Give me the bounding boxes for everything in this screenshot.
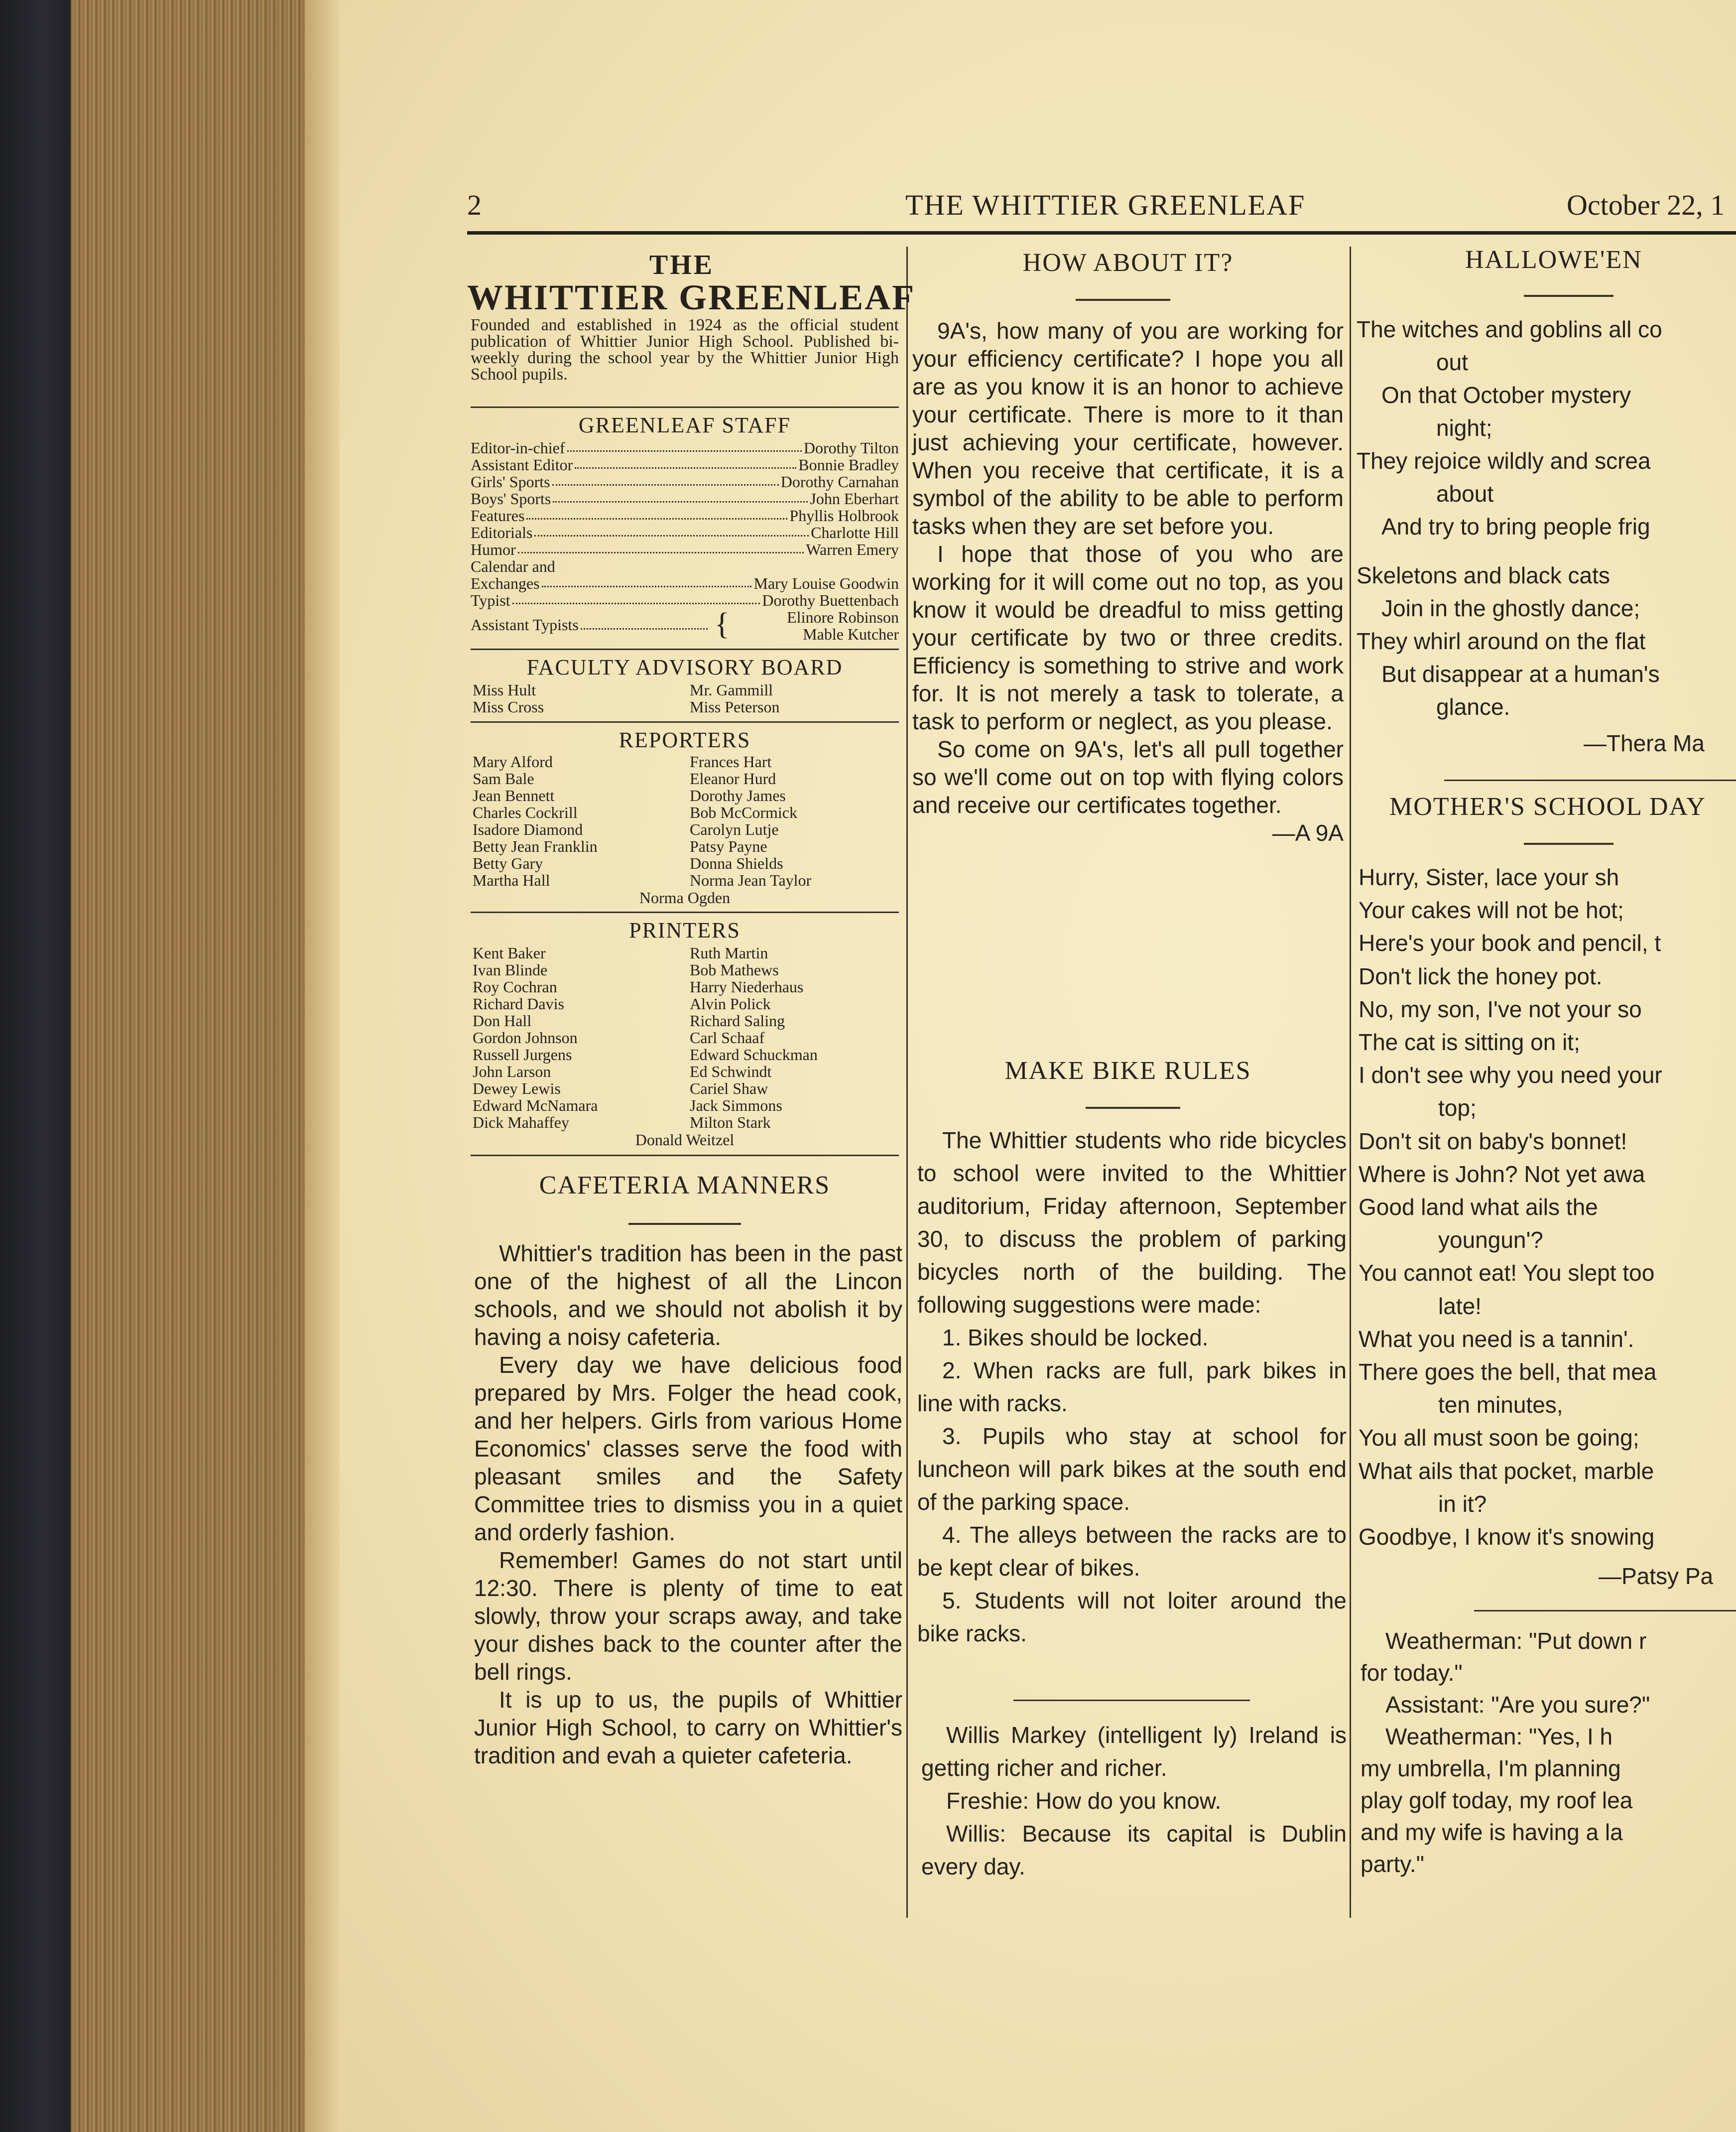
reporter-name: Norma Ogden (639, 889, 731, 907)
printer-name: Dewey Lewis (473, 1079, 561, 1097)
reporter-name: Bob McCormick (690, 803, 797, 821)
staff-name: Phyllis Holbrook (789, 507, 899, 525)
staff-row (471, 558, 899, 575)
staff-row (471, 592, 899, 609)
joke-line: Weatherman: "Yes, I h (1385, 1724, 1613, 1749)
dot-leader (512, 592, 760, 604)
staff-heading: GREENLEAF STAFF (578, 413, 791, 437)
faculty-heading: FACULTY ADVISORY BOARD (526, 655, 843, 679)
poem-line: I don't see why you need your (1359, 1062, 1662, 1088)
joke-line: for today." (1361, 1660, 1463, 1686)
rule-item: 4. The alleys between the racks are to be kept clear of bikes. (917, 1522, 1347, 1581)
poem-line: They whirl around on the flat (1357, 628, 1646, 654)
printer-name: Kent Baker (473, 944, 546, 962)
halloween-heading: HALLOWE'EN (1465, 246, 1642, 274)
paragraph: It is up to us, the pupils of Whittier Junior High School, to carry on Whittier's tradition and evah a quieter cafeteria. (474, 1687, 902, 1768)
printer-name: Harry Niederhaus (690, 978, 804, 996)
staff-name: Charlotte Hill (811, 524, 899, 541)
rule-item: 2. When racks are full, park bikes in line with racks. (917, 1357, 1347, 1416)
dot-leader (552, 473, 779, 486)
staff-role: Calendar and (471, 557, 555, 575)
staff-name: John Eberhart (810, 490, 899, 508)
paragraph: Whittier's tradition has been in the past one of the highest of all the Lincon schools, and we should not abolish it by having a noisy cafeteria. (474, 1240, 902, 1350)
faculty-name: Miss Peterson (690, 698, 780, 716)
divider (471, 406, 899, 408)
poem-line: On that October mystery (1381, 382, 1631, 408)
halloween-poem (1357, 313, 1736, 723)
page-number: 2 (467, 189, 482, 221)
staff-name: Mary Louise Goodwin (753, 574, 899, 592)
poem-line: Good land what ails the (1359, 1194, 1598, 1220)
reporter-name: Sam Bale (473, 770, 534, 788)
poem-line: No, my son, I've not your so (1359, 996, 1642, 1022)
dot-leader (581, 616, 708, 630)
poem-line: The cat is sitting on it; (1359, 1029, 1580, 1056)
page-edges (71, 0, 305, 2132)
reporter-name: Dorothy James (690, 787, 786, 804)
poem-line: There goes the bell, that mea (1359, 1359, 1657, 1385)
reporter-name: Betty Jean Franklin (473, 837, 598, 855)
staff-row (471, 507, 899, 524)
staff-row (471, 541, 899, 558)
header-rule (467, 231, 1736, 235)
printer-name: Edward McNamara (473, 1096, 598, 1114)
masthead-description: Founded and established in 1924 as the official student publication of Whittier Junior High School. Published bi-weekly during the school year by the Whittier Junior High School pupils. (471, 316, 899, 384)
printer-name: Roy Cochran (473, 978, 557, 996)
staff-role: Typist (471, 591, 510, 609)
paragraph: 9A's, how many of you are working for your efficiency certificate? I hope you all are as you know it is an honor to achieve your certificate. There is more to it than just achieving your certificate, however. When you receive that certificate, it is a symbol of the ability to be able to perform tasks when they are set before you. (912, 318, 1344, 539)
dot-leader (542, 575, 752, 587)
faculty-name: Miss Hult (473, 681, 536, 699)
faculty-name: Mr. Gammill (690, 681, 773, 699)
how-about-it-article (912, 317, 1344, 847)
poem-line: What ails that pocket, marble (1359, 1458, 1654, 1484)
printer-name: Cariel Shaw (690, 1079, 768, 1097)
dot-leader (567, 439, 802, 452)
poem-line (1357, 543, 1736, 559)
poem-line: Hurry, Sister, lace your sh (1359, 864, 1619, 890)
poem-line: about (1436, 481, 1494, 507)
joke-line: and my wife is having a la (1361, 1819, 1623, 1845)
paragraph: The Whittier students who ride bicycles to school were invited to the Whittier auditorium, Friday afternoon, September 30, to discuss the problem of parking bicycles north of the building. The following suggestions were made: (917, 1127, 1347, 1318)
printer-name: Richard Davis (473, 995, 564, 1013)
staff-row (471, 524, 899, 541)
printer-name: Richard Saling (690, 1012, 785, 1030)
printer-name: Don Hall (473, 1012, 532, 1030)
joke-line: Assistant: "Are you sure?" (1385, 1692, 1650, 1718)
printer-name: Ivan Blinde (473, 961, 548, 979)
page-gutter (305, 0, 340, 2132)
reporters-list (471, 753, 899, 889)
masthead-name: WHITTIER GREENLEAF (467, 277, 916, 317)
reporter-name: Norma Jean Taylor (690, 871, 812, 889)
signature: —A 9A (1272, 820, 1344, 846)
reporter-name: Martha Hall (473, 871, 550, 889)
assistant-typists (471, 609, 899, 643)
reporter-name: Jean Bennett (473, 787, 555, 804)
poem-line: top; (1438, 1095, 1477, 1121)
staff-list (471, 439, 899, 609)
poem-line: The witches and goblins all co (1357, 316, 1662, 342)
divider (1444, 780, 1736, 781)
poem-line: glance. (1436, 694, 1510, 720)
reporter-name: Betty Gary (473, 854, 543, 872)
staff-row (471, 575, 899, 592)
poem-line: What you need is a tannin'. (1359, 1326, 1634, 1352)
printer-name: Ed Schwindt (690, 1063, 772, 1080)
printers-heading: PRINTERS (629, 918, 741, 942)
poem-line: They rejoice wildly and screa (1357, 448, 1651, 474)
poem-line: You all must soon be going; (1359, 1425, 1639, 1451)
staff-name: Dorothy Buettenbach (762, 591, 899, 609)
printer-name: Jack Simmons (690, 1096, 782, 1114)
divider (1474, 1610, 1736, 1611)
heading-rule (1086, 1107, 1180, 1109)
dot-leader (553, 490, 808, 503)
bike-rules-article (917, 1124, 1347, 1650)
assistant-typist-name: Elinore Robinson (787, 608, 899, 626)
rule-item: 1. Bikes should be locked. (942, 1325, 1209, 1350)
printer-name: Bob Mathews (690, 961, 779, 979)
staff-role: Features (471, 507, 525, 525)
joke-line: my umbrella, I'm planning (1361, 1755, 1621, 1781)
halloween-signature: —Thera Ma (1584, 730, 1705, 756)
poem-line: Join in the ghostly dance; (1381, 595, 1640, 621)
heading-rule (1076, 299, 1170, 301)
reporter-name: Mary Alford (473, 753, 553, 771)
printer-name: Alvin Polick (690, 995, 771, 1013)
column-rule (1350, 247, 1351, 1918)
staff-row (471, 490, 899, 507)
poem-line: Don't lick the honey pot. (1359, 963, 1603, 989)
printer-name: Ruth Martin (690, 944, 768, 962)
masthead-the: THE (649, 250, 715, 280)
reporter-name: Eleanor Hurd (690, 770, 776, 788)
joke-line: Weatherman: "Put down r (1385, 1628, 1647, 1654)
paragraph: So come on 9A's, let's all pull together so we'll come out on top with flying colors and receive our certificates together. (912, 736, 1344, 818)
staff-role: Editorials (471, 524, 533, 541)
faculty-list (471, 681, 899, 715)
rule-item: 3. Pupils who stay at school for luncheon will park bikes at the south end of the parking space. (917, 1423, 1347, 1515)
poem-line: But disappear at a human's (1381, 661, 1660, 687)
heading-rule (1524, 843, 1613, 845)
newspaper-title: THE WHITTIER GREENLEAF (905, 189, 1306, 221)
staff-role: Exchanges (471, 574, 540, 592)
weatherman-joke (1361, 1625, 1736, 1880)
poem-line: Your cakes will not be hot; (1359, 897, 1624, 924)
poem-line: You cannot eat! You slept too (1359, 1260, 1655, 1286)
mothers-day-poem (1359, 861, 1736, 1553)
staff-role: Assistant Editor (471, 456, 573, 474)
reporter-name: Isadore Diamond (473, 820, 583, 838)
paragraph: Remember! Games do not start until 12:30. There is plenty of time to eat slowly, throw your scraps away, and take your dishes back to the counter after the bell rings. (474, 1547, 902, 1685)
divider (471, 649, 899, 650)
joke-line: Willis: Because its capital is Dublin every day. (921, 1821, 1347, 1879)
dot-leader (526, 507, 787, 520)
printers-list (471, 944, 899, 1131)
mothers-day-heading: MOTHER'S SCHOOL DAY (1389, 793, 1706, 821)
printer-name: Donald Weitzel (635, 1131, 735, 1149)
divider (471, 912, 899, 913)
poem-line: night; (1436, 415, 1492, 441)
issue-date: October 22, 1 (1567, 189, 1725, 221)
reporter-name: Carolyn Lutje (690, 820, 779, 838)
reporter-name: Patsy Payne (690, 837, 767, 855)
poem-line: out (1436, 349, 1468, 375)
faculty-name: Miss Cross (473, 698, 544, 716)
heading-rule (628, 1223, 741, 1225)
staff-name: Warren Emery (806, 540, 899, 558)
staff-name: Dorothy Tilton (803, 439, 899, 457)
printer-name: Russell Jurgens (473, 1046, 572, 1064)
printer-name: Milton Stark (690, 1113, 771, 1131)
joke-line: party." (1361, 1851, 1424, 1877)
bike-rules-heading: MAKE BIKE RULES (1004, 1057, 1251, 1085)
printer-name: Gordon Johnson (473, 1029, 578, 1047)
printer-name: Edward Schuckman (690, 1046, 818, 1064)
dot-leader (575, 456, 796, 469)
mothers-day-signature: —Patsy Pa (1599, 1563, 1714, 1589)
staff-row (471, 456, 899, 473)
assistant-typists-label: Assistant Typists (471, 616, 579, 634)
divider (471, 721, 899, 723)
dot-leader (518, 541, 804, 553)
column-rule (906, 247, 908, 1918)
ireland-joke (921, 1719, 1347, 1883)
poem-line: youngun'? (1438, 1227, 1543, 1253)
joke-line: play golf today, my roof lea (1361, 1787, 1633, 1813)
assistant-typist-name: Mable Kutcher (803, 625, 899, 643)
cafeteria-article (474, 1239, 902, 1769)
staff-role: Humor (471, 540, 516, 558)
staff-role: Editor-in-chief (471, 439, 565, 457)
printer-name: Carl Schaaf (690, 1029, 765, 1047)
reporter-name: Charles Cockrill (473, 803, 578, 821)
paragraph: Every day we have delicious food prepared by Mrs. Folger the head cook, and her helpers. Girls from various Home Economics' classes serve the food with pleasant smiles and the Safety Committee tries to dismiss you in a quiet and orderly fashion. (474, 1352, 902, 1545)
staff-row (471, 439, 899, 456)
printer-name: John Larson (473, 1063, 551, 1080)
poem-line: Here's your book and pencil, t (1359, 930, 1661, 956)
divider (1013, 1700, 1250, 1701)
rule-item: 5. Students will not loiter around the bike racks. (917, 1588, 1347, 1646)
reporter-name: Frances Hart (690, 753, 772, 771)
staff-name: Bonnie Bradley (798, 456, 899, 474)
printer-name: Dick Mahaffey (473, 1113, 569, 1131)
staff-row (471, 473, 899, 490)
poem-line: Where is John? Not yet awa (1359, 1161, 1645, 1187)
staff-name: Dorothy Carnahan (780, 473, 899, 491)
poem-line: Don't sit on baby's bonnet! (1359, 1128, 1627, 1154)
cafeteria-heading: CAFETERIA MANNERS (539, 1171, 831, 1199)
poem-line: in it? (1438, 1490, 1487, 1517)
paragraph: I hope that those of you who are working for it will come out no top, as you know it would be dreadful to miss getting your certificate by two or three credits. Efficiency is something to strive and work for. It is not merely a task to tolerate, a task to perform or neglect, as you please. (912, 541, 1344, 734)
heading-rule (1524, 295, 1613, 297)
brace: { (715, 607, 730, 641)
joke-line: Freshie: How do you know. (946, 1788, 1222, 1814)
reporters-heading: REPORTERS (619, 728, 751, 752)
poem-line: And try to bring people frig (1381, 514, 1650, 539)
poem-line: late! (1438, 1293, 1482, 1319)
poem-line: Skeletons and black cats (1357, 562, 1610, 588)
how-about-it-heading: HOW ABOUT IT? (1022, 249, 1234, 277)
staff-role: Girls' Sports (471, 473, 550, 491)
staff-role: Boys' Sports (471, 490, 551, 508)
poem-line: ten minutes, (1438, 1392, 1563, 1418)
poem-line: Goodbye, I know it's snowing (1359, 1524, 1655, 1550)
joke-line: Willis Markey (intelligent ly) Ireland is getting richer and richer. (921, 1722, 1347, 1781)
reporter-name: Donna Shields (690, 854, 783, 872)
divider (471, 1155, 899, 1156)
dot-leader (534, 524, 809, 536)
